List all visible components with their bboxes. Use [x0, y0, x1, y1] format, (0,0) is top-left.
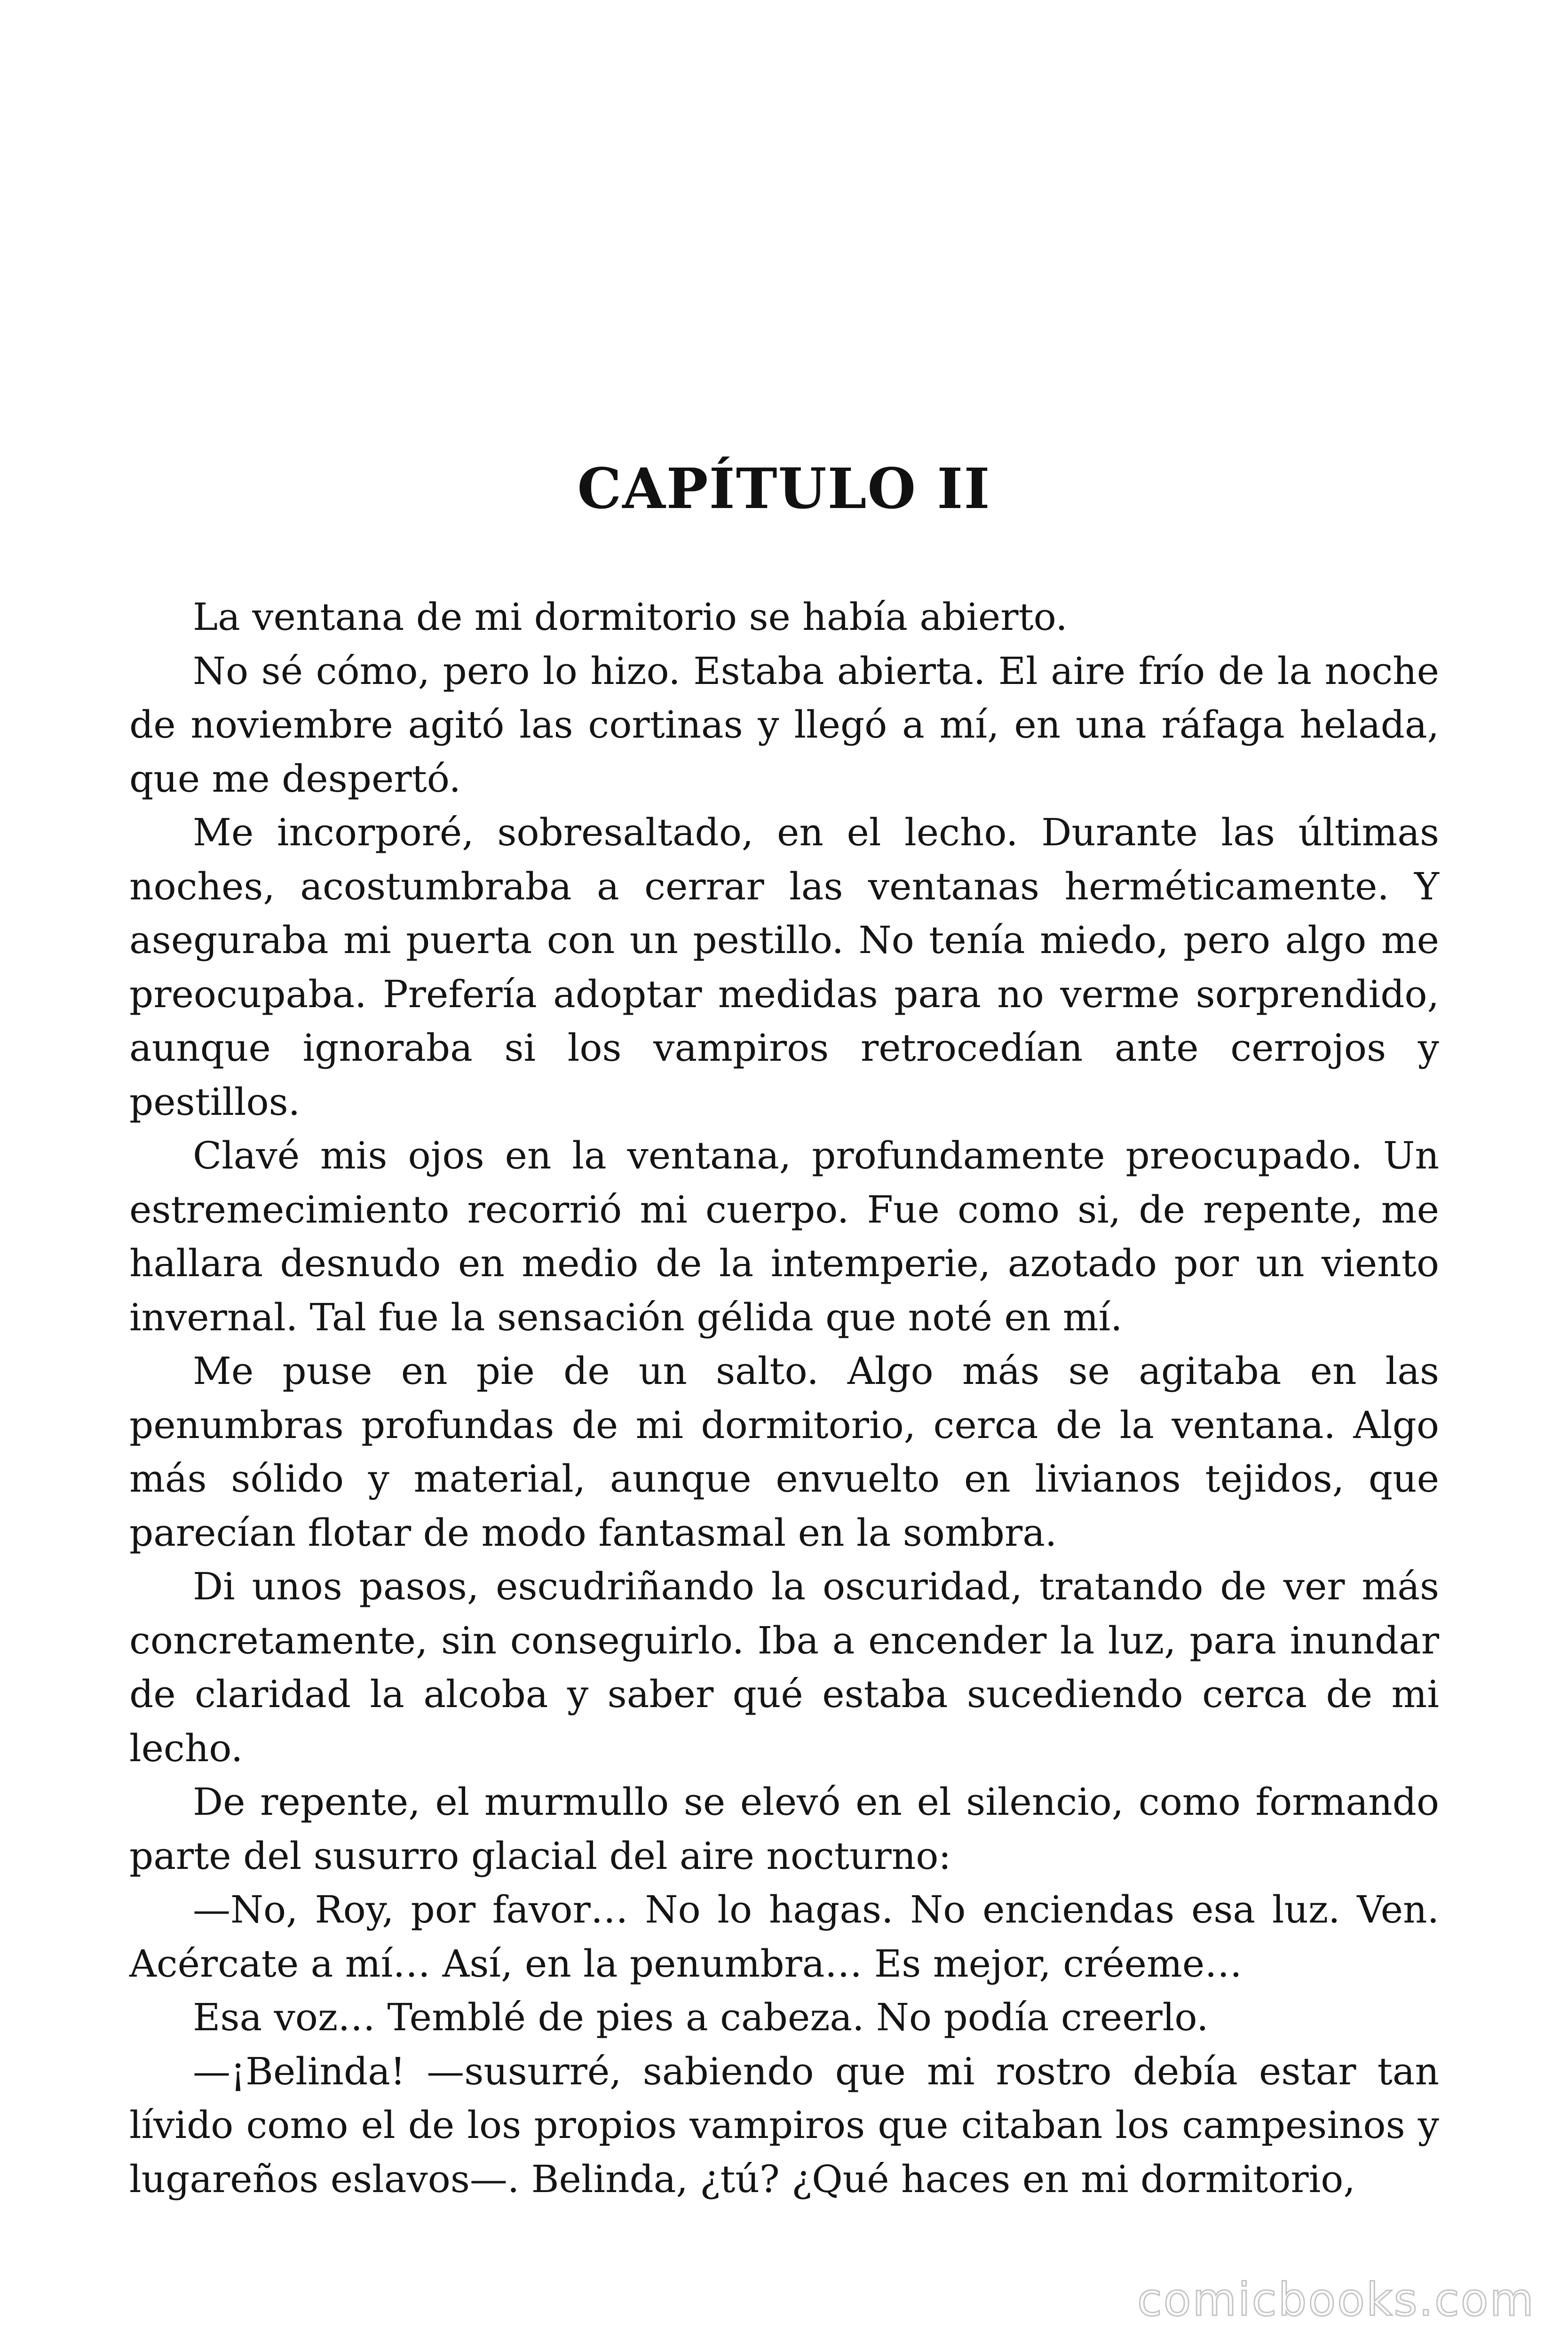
paragraph: La ventana de mi dormitorio se había abierto. [193, 595, 1068, 639]
paragraph: Esa voz… Temblé de pies a cabeza. No podía creerlo. [193, 1995, 1209, 2039]
chapter-title: CAPÍTULO II [577, 456, 991, 521]
paragraph: De repente, el murmullo se elevó en el silencio, como formando parte del susurro glacial del aire nocturno: [129, 1780, 1439, 1878]
watermark: comicbooks.com [1137, 2273, 1535, 2326]
paragraph: Di unos pasos, escudriñando la oscuridad, tratando de ver más concretamente, sin conseguirlo. Iba a encender la luz, para inundar de claridad la alcoba y saber qué estaba sucediendo cerca de mi lecho. [129, 1565, 1439, 1770]
chapter-body [129, 590, 1439, 2206]
paragraph: Clavé mis ojos en la ventana, profundamente preocupado. Un estremecimiento recorrió mi cuerpo. Fue como si, de repente, me hallara desnudo en medio de la intemperie, azotado por un viento invernal. Tal fue la sensación gélida que noté en mí. [129, 1134, 1439, 1339]
paragraph: —¡Belinda! —susurré, sabiendo que mi rostro debía estar tan lívido como el de los propios vampiros que citaban los campesinos y lugareños eslavos—. Belinda, ¿tú? ¿Qué haces en mi dormitorio, [129, 2049, 1439, 2201]
paragraph: —No, Roy, por favor… No lo hagas. No enciendas esa luz. Ven. Acércate a mí… Así, en la penumbra… Es mejor, créeme… [129, 1888, 1439, 1986]
paragraph: No sé cómo, pero lo hizo. Estaba abierta. El aire frío de la noche de noviembre agitó las cortinas y llegó a mí, en una ráfaga helada, que me despertó. [129, 649, 1439, 801]
paragraph: Me puse en pie de un salto. Algo más se agitaba en las penumbras profundas de mi dormitorio, cerca de la ventana. Algo más sólido y material, aunque envuelto en livianos tejidos, que parecían flotar de modo fantasmal en la sombra. [129, 1349, 1439, 1555]
paragraph: Me incorporé, sobresaltado, en el lecho. Durante las últimas noches, acostumbraba a cerrar las ventanas herméticamente. Y aseguraba mi puerta con un pestillo. No tenía miedo, pero algo me preocupaba. Prefería adoptar medidas para no verme sorprendido, aunque ignoraba si los vampiros retrocedían ante cerrojos y pestillos. [129, 810, 1439, 1124]
